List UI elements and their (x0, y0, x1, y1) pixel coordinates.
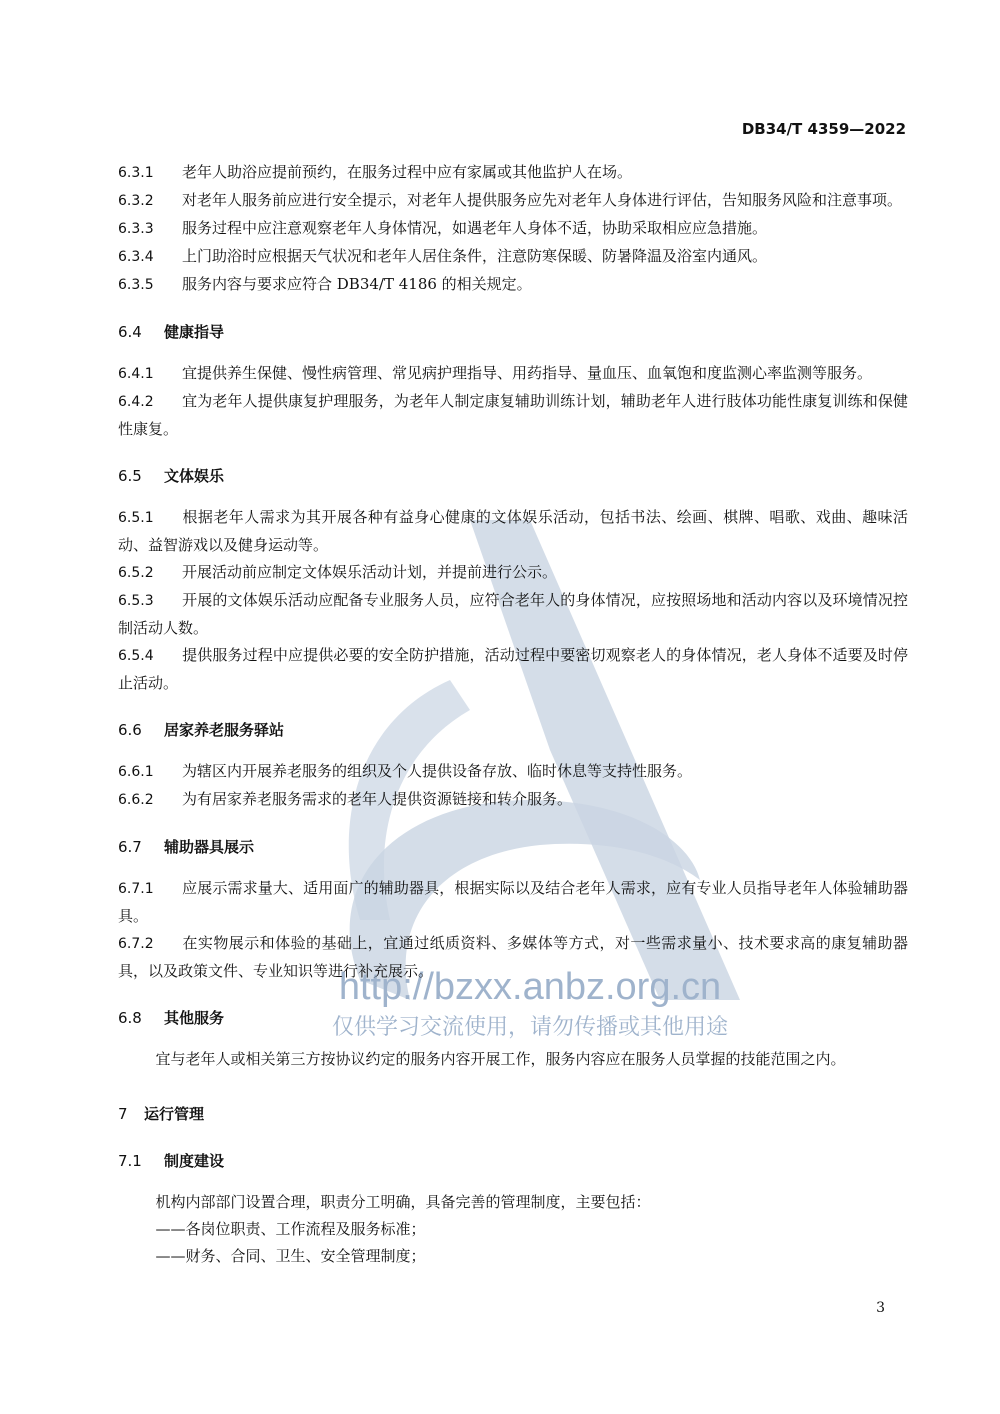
clause-number: 6.3.5 (118, 277, 154, 293)
document-body (118, 159, 908, 1270)
clause-item (118, 215, 908, 243)
list-item: ——财务、合同、卫生、安全管理制度； (155, 1247, 426, 1265)
clause-text: 上门助浴时应根据天气状况和老年人居住条件，注意防寒保暖、防暑降温及浴室内通风。 (182, 247, 768, 265)
clause-6-3-list (118, 159, 908, 299)
chapter-heading-7: 7 运行管理 (118, 1105, 205, 1123)
clause-number: 6.3.4 (118, 249, 154, 265)
clause-text: 老年人助浴应提前预约，在服务过程中应有家属或其他监护人在场。 (182, 163, 633, 181)
list-item: ——各岗位职责、工作流程及服务标准； (155, 1220, 426, 1238)
clause-item: 6.7.2 在实物展示和体验的基础上，宜通过纸质资料、多媒体等方式，对一些需求量小、技术要求高的康复辅助器具，以及政策文件、专业知识等进行补充展示。 (118, 934, 908, 980)
clause-number: 6.3.2 (118, 193, 154, 209)
clause-item: 6.7.1 应展示需求量大、适用面广的辅助器具，根据实际以及结合老年人需求，应有专业人员指导老年人体验辅助器具。 (118, 879, 908, 925)
clause-item: 6.5.4 提供服务过程中应提供必要的安全防护措施，活动过程中要密切观察老人的身体情况，老人身体不适要及时停止活动。 (118, 646, 908, 692)
clause-item (118, 159, 908, 187)
document-code: DB34/T 4359—2022 (741, 120, 906, 138)
clause-item: 6.6.2 为有居家养老服务需求的老年人提供资源链接和转介服务。 (118, 790, 573, 808)
section-heading-6-7: 6.7 辅助器具展示 (118, 838, 255, 856)
clause-text: 服务过程中应注意观察老年人身体情况，如遇老年人身体不适，协助采取相应应急措施。 (182, 219, 768, 237)
section-heading-6-6: 6.6 居家养老服务驿站 (118, 721, 285, 739)
section-heading-6-8: 6.8 其他服务 (118, 1009, 225, 1027)
watermark-note: 仅供学习交流使用，请勿传播或其他用途 (331, 1015, 728, 1040)
clause-item: 6.5.2 开展活动前应制定文体娱乐活动计划，并提前进行公示。 (118, 563, 558, 581)
clause-item: 6.5.1 根据老年人需求为其开展各种有益身心健康的文体娱乐活动，包括书法、绘画、棋牌、唱歌、戏曲、趣味活动、益智游戏以及健身运动等。 (118, 508, 908, 554)
paragraph: 宜与老年人或相关第三方按协议约定的服务内容开展工作，服务内容应在服务人员掌握的技能范围之内。 (155, 1050, 846, 1068)
clause-text: 服务内容与要求应符合 DB34/T 4186 的相关规定。 (182, 275, 532, 293)
section-heading-7-1: 7.1 制度建设 (118, 1152, 225, 1170)
clause-number: 6.3.1 (118, 165, 154, 181)
clause-item: 6.4.2 宜为老年人提供康复护理服务，为老年人制定康复辅助训练计划，辅助老年人进行肢体功能性康复训练和保健性康复。 (118, 392, 908, 438)
clause-text: 对老年人服务前应进行安全提示，对老年人提供服务应先对老年人身体进行评估，告知服务风险和注意事项。 (182, 191, 903, 209)
clause-item (118, 271, 908, 299)
clause-item (118, 243, 908, 271)
clause-item: 6.5.3 开展的文体娱乐活动应配备专业服务人员，应符合老年人的身体情况，应按照场地和活动内容以及环境情况控制活动人数。 (118, 591, 908, 637)
section-heading-6-4: 6.4 健康指导 (118, 323, 225, 341)
clause-number: 6.3.3 (118, 221, 154, 237)
clause-item (118, 187, 908, 215)
page-number: 3 (876, 1300, 885, 1316)
section-heading-6-5: 6.5 文体娱乐 (118, 467, 225, 485)
paragraph: 机构内部部门设置合理，职责分工明确，具备完善的管理制度，主要包括： (155, 1193, 651, 1211)
clause-item: 6.4.1 宜提供养生保健、慢性病管理、常见病护理指导、用药指导、量血压、血氧饱和度监测心率监测等服务。 (118, 364, 873, 382)
clause-item: 6.6.1 为辖区内开展养老服务的组织及个人提供设备存放、临时休息等支持性服务。 (118, 762, 693, 780)
watermark-url: http://bzxx.anbz.org.cn (338, 966, 722, 1008)
